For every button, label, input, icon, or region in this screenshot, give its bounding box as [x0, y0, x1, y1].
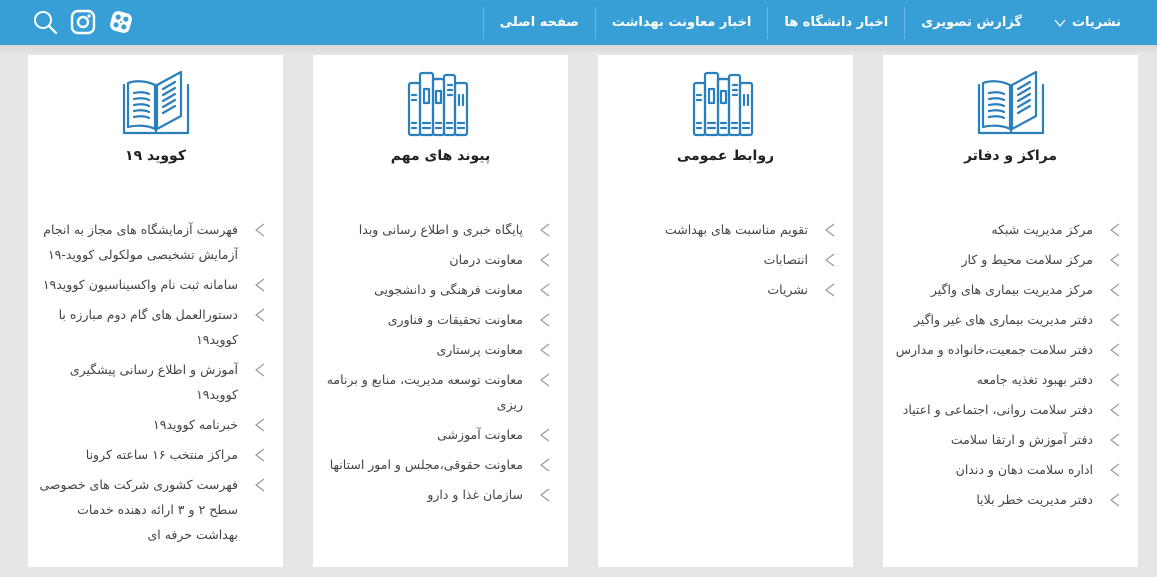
chevron-left-icon — [1109, 493, 1121, 507]
list-item[interactable] — [323, 277, 553, 302]
nav-photo-report-label: گزارش تصویری — [921, 14, 1022, 30]
list-item-label: پایگاه خبری و اطلاع رسانی وبدا — [358, 222, 523, 237]
nav-university-news-label: اخبار دانشگاه ها — [784, 14, 889, 30]
link-list — [323, 217, 553, 512]
list-item[interactable] — [38, 472, 268, 547]
list-item[interactable] — [893, 337, 1123, 362]
open-book-icon — [28, 69, 283, 139]
chevron-left-icon — [824, 283, 836, 297]
chevron-left-icon — [1109, 433, 1121, 447]
list-item[interactable] — [893, 427, 1123, 452]
chevron-left-icon — [1109, 403, 1121, 417]
list-item[interactable] — [38, 272, 268, 297]
chevron-left-icon — [539, 343, 551, 357]
list-item[interactable] — [323, 482, 553, 507]
header-shadow — [0, 45, 1157, 55]
list-item[interactable] — [893, 307, 1123, 332]
list-item[interactable] — [38, 442, 268, 467]
list-item-label: دفتر مدیریت خطر بلایا — [976, 492, 1093, 507]
card-title: کووید ۱۹ — [125, 148, 186, 164]
chevron-left-icon — [539, 488, 551, 502]
list-item[interactable] — [38, 302, 268, 352]
link-list — [38, 217, 268, 552]
chevron-left-icon — [1109, 253, 1121, 267]
instagram-icon[interactable] — [70, 9, 96, 35]
card-title: پیوند های مهم — [390, 148, 491, 164]
search-icon[interactable] — [32, 9, 58, 35]
list-item-label: مراکز منتخب ۱۶ ساعته کرونا — [85, 447, 238, 462]
chevron-left-icon — [254, 363, 266, 377]
card-covid-19 — [28, 55, 283, 567]
top-navigation-bar — [0, 0, 1157, 45]
link-list — [893, 217, 1123, 517]
list-item-label: دفتر آموزش و ارتقا سلامت — [950, 432, 1093, 447]
list-item[interactable] — [323, 367, 553, 417]
chevron-left-icon — [1109, 463, 1121, 477]
list-item-label: فهرست آزمایشگاه های مجاز به انجام آزمایش تشخیصی مولکولی کووید-۱۹ — [43, 222, 238, 262]
nav-health-news-label: اخبار معاونت بهداشت — [611, 14, 752, 30]
list-item-label: معاونت درمان — [449, 252, 523, 267]
list-item[interactable] — [893, 457, 1123, 482]
nav-photo-report[interactable] — [904, 7, 1038, 39]
chevron-left-icon — [539, 373, 551, 387]
list-item[interactable] — [323, 307, 553, 332]
list-item[interactable] — [893, 487, 1123, 512]
list-item-label: سازمان غذا و دارو — [427, 487, 523, 502]
chevron-left-icon — [539, 283, 551, 297]
list-item-label: معاونت توسعه مدیریت، منابع و برنامه ریزی — [326, 372, 523, 412]
list-item[interactable] — [893, 217, 1123, 242]
chevron-left-icon — [254, 223, 266, 237]
list-item-label: فهرست کشوری شرکت های خصوصی سطح ۲ و ۳ ارائه دهنده خدمات بهداشت حرفه ای — [39, 477, 238, 542]
list-item-label: خبرنامه کووید۱۹ — [153, 417, 238, 432]
list-item[interactable] — [608, 217, 838, 242]
chevron-left-icon — [254, 278, 266, 292]
nav-publications-label: نشریات — [1071, 14, 1121, 30]
list-item-label: مرکز سلامت محیط و کار — [961, 252, 1093, 267]
chevron-left-icon — [824, 223, 836, 237]
bookshelf-icon — [598, 69, 853, 139]
chevron-left-icon — [254, 448, 266, 462]
list-item-label: مرکز مدیریت شبکه — [991, 222, 1093, 237]
list-item[interactable] — [893, 367, 1123, 392]
card-title: روابط عمومی — [676, 148, 775, 164]
list-item[interactable] — [893, 397, 1123, 422]
chevron-left-icon — [1109, 313, 1121, 327]
list-item[interactable] — [608, 277, 838, 302]
list-item-label: مرکز مدیریت بیماری های واگیر — [930, 282, 1093, 297]
list-item[interactable] — [323, 452, 553, 477]
list-item-label: معاونت آموزشی — [437, 427, 523, 442]
header-icons — [32, 8, 134, 36]
card-title: مراکز و دفاتر — [963, 148, 1058, 164]
chevron-down-icon — [1054, 17, 1066, 29]
list-item[interactable] — [38, 412, 268, 437]
list-item[interactable] — [323, 247, 553, 272]
list-item-label: انتصابات — [763, 252, 808, 267]
bookshelf-icon — [313, 69, 568, 139]
list-item-label: معاونت حقوقی،مجلس و امور استانها — [329, 457, 523, 472]
list-item-label: معاونت پرستاری — [436, 342, 523, 357]
list-item-label: نشریات — [767, 282, 808, 297]
list-item[interactable] — [323, 422, 553, 447]
list-item[interactable] — [323, 337, 553, 362]
list-item-label: تقویم مناسبت های بهداشت — [665, 222, 808, 237]
card-centers-offices — [883, 55, 1138, 567]
nav-publications-dropdown[interactable] — [1038, 7, 1137, 39]
list-item[interactable] — [893, 277, 1123, 302]
chevron-left-icon — [254, 478, 266, 492]
chevron-left-icon — [539, 253, 551, 267]
chevron-left-icon — [539, 313, 551, 327]
list-item-label: معاونت فرهنگی و دانشجویی — [374, 282, 523, 297]
chevron-left-icon — [824, 253, 836, 267]
chevron-left-icon — [1109, 343, 1121, 357]
list-item-label: دفتر سلامت جمعیت،خانواده و مدارس — [895, 342, 1093, 357]
chevron-left-icon — [1109, 223, 1121, 237]
list-item-label: دستورالعمل های گام دوم مبارزه با کووید۱۹ — [58, 307, 238, 347]
list-item[interactable] — [323, 217, 553, 242]
chevron-left-icon — [254, 418, 266, 432]
list-item-label: دفتر سلامت روانی، اجتماعی و اعتیاد — [902, 402, 1093, 417]
nav-health-news[interactable] — [595, 7, 768, 39]
list-item[interactable] — [38, 217, 268, 267]
nav-home-label: صفحه اصلی — [499, 14, 579, 30]
chevron-left-icon — [1109, 283, 1121, 297]
list-item-label: سامانه ثبت نام واکسیناسیون کووید۱۹ — [42, 277, 238, 292]
list-item[interactable] — [608, 247, 838, 272]
chevron-left-icon — [1109, 373, 1121, 387]
main-menu — [483, 0, 1137, 45]
chevron-left-icon — [254, 308, 266, 322]
aparat-icon[interactable] — [108, 9, 134, 35]
link-list — [608, 217, 838, 307]
card-important-links — [313, 55, 568, 567]
open-book-icon — [883, 69, 1138, 139]
list-item-label: معاونت تحقیقات و فناوری — [387, 312, 523, 327]
list-item-label: دفتر مدیریت بیماری های غیر واگیر — [913, 312, 1093, 327]
list-item[interactable] — [893, 247, 1123, 272]
nav-university-news[interactable] — [767, 7, 904, 39]
list-item-label: دفتر بهبود تغذیه جامعه — [976, 372, 1093, 387]
card-public-relations — [598, 55, 853, 567]
list-item-label: اداره سلامت دهان و دندان — [955, 462, 1093, 477]
chevron-left-icon — [539, 223, 551, 237]
nav-home[interactable] — [483, 7, 595, 39]
chevron-left-icon — [539, 428, 551, 442]
list-item-label: آموزش و اطلاع رسانی پیشگیری کووید۱۹ — [69, 362, 238, 402]
list-item[interactable] — [38, 357, 268, 407]
chevron-left-icon — [539, 458, 551, 472]
